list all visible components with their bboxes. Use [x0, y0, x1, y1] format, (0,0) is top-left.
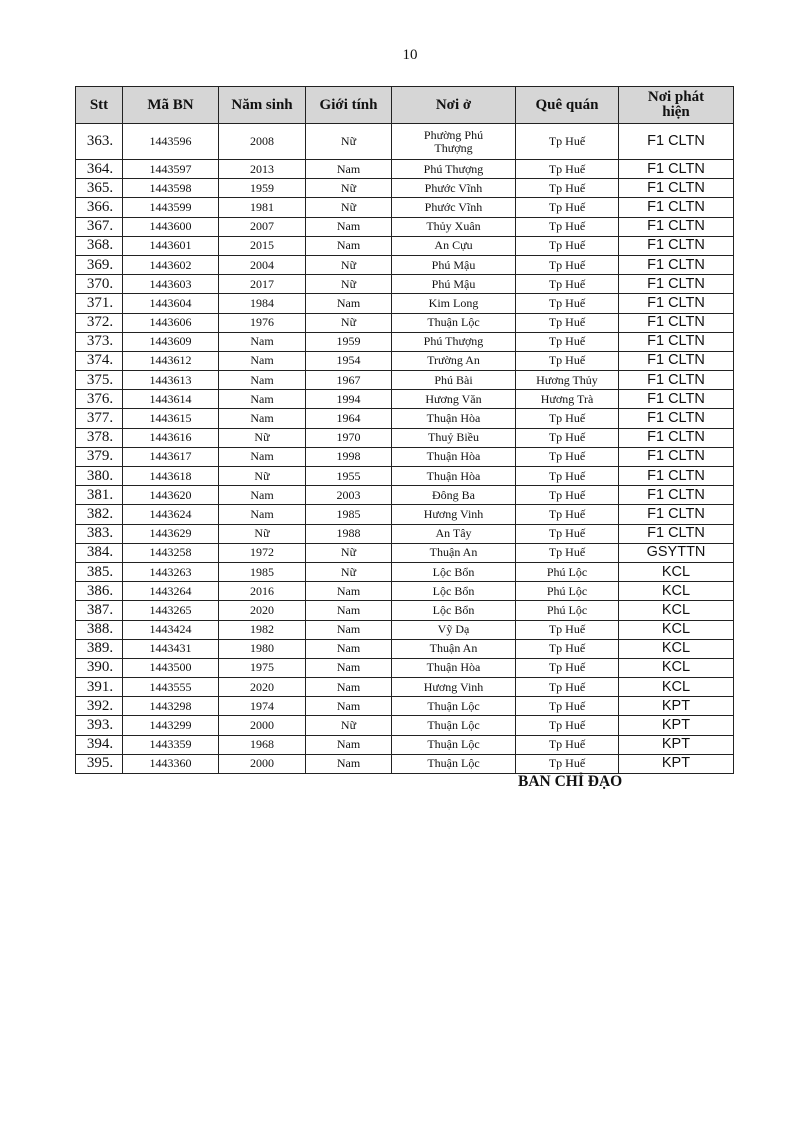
table-row — [76, 601, 734, 620]
table-row — [76, 582, 734, 601]
cell-stt: 376. — [76, 390, 123, 409]
cell-birth-year: Nam — [219, 486, 306, 505]
cell-stt: 386. — [76, 582, 123, 601]
cell-residence: Hương Văn — [392, 390, 516, 409]
cell-stt: 388. — [76, 620, 123, 639]
cell-patient-id: 1443265 — [123, 601, 219, 620]
table-row — [76, 409, 734, 428]
signature-title: BAN CHỈ ĐẠO — [518, 773, 623, 790]
cell-stt: 367. — [76, 217, 123, 236]
cell-gender: Nam — [306, 639, 392, 658]
cell-detection-place: F1 CLTN — [619, 467, 734, 486]
cell-residence: Thuận Lộc — [392, 735, 516, 754]
cell-detection-place: F1 CLTN — [619, 390, 734, 409]
cell-hometown: Tp Huế — [516, 678, 619, 697]
cell-gender: Nữ — [306, 255, 392, 274]
cell-birth-year: Nam — [219, 390, 306, 409]
cell-hometown: Tp Huế — [516, 160, 619, 179]
cell-residence: Phú Thượng — [392, 160, 516, 179]
cell-stt: 382. — [76, 505, 123, 524]
table-row — [76, 371, 734, 390]
cell-stt: 387. — [76, 601, 123, 620]
cell-residence: Phú Bài — [392, 371, 516, 390]
cell-patient-id: 1443612 — [123, 351, 219, 370]
cell-gender: Nam — [306, 217, 392, 236]
cell-hometown: Phú Lộc — [516, 601, 619, 620]
table-row — [76, 639, 734, 658]
cell-birth-year: 2008 — [219, 124, 306, 160]
cell-residence: Thuận An — [392, 639, 516, 658]
cell-gender: Nam — [306, 160, 392, 179]
cell-detection-place: F1 CLTN — [619, 409, 734, 428]
table-row — [76, 524, 734, 543]
cell-hometown: Hương Trà — [516, 390, 619, 409]
cell-stt: 365. — [76, 179, 123, 198]
cell-hometown: Tp Huế — [516, 428, 619, 447]
col-header-birth-year: Năm sinh — [219, 87, 306, 124]
cell-residence: Thuận Hòa — [392, 409, 516, 428]
cell-stt: 395. — [76, 754, 123, 773]
cell-birth-year: 1980 — [219, 639, 306, 658]
cell-gender: Nam — [306, 236, 392, 255]
cell-patient-id: 1443620 — [123, 486, 219, 505]
cell-patient-id: 1443599 — [123, 198, 219, 217]
cell-birth-year: 1976 — [219, 313, 306, 332]
cell-detection-place: F1 CLTN — [619, 217, 734, 236]
cell-birth-year: Nữ — [219, 467, 306, 486]
page-number: 10 — [402, 47, 418, 63]
cell-gender: 1985 — [306, 505, 392, 524]
cell-patient-id: 1443264 — [123, 582, 219, 601]
table-row — [76, 217, 734, 236]
cell-birth-year: Nam — [219, 371, 306, 390]
cell-hometown: Phú Lộc — [516, 562, 619, 581]
cell-patient-id: 1443616 — [123, 428, 219, 447]
cell-hometown: Tp Huế — [516, 543, 619, 562]
cell-detection-place: F1 CLTN — [619, 294, 734, 313]
col-header-gender: Giới tính — [306, 87, 392, 124]
cell-patient-id: 1443431 — [123, 639, 219, 658]
cell-gender: 1988 — [306, 524, 392, 543]
table-row — [76, 505, 734, 524]
table-row — [76, 390, 734, 409]
col-header-stt: Stt — [76, 87, 123, 124]
cell-detection-place: KCL — [619, 620, 734, 639]
cell-gender: 1955 — [306, 467, 392, 486]
cell-stt: 366. — [76, 198, 123, 217]
cell-stt: 385. — [76, 562, 123, 581]
col-header-detection-place: Nơi phát hiện — [619, 87, 734, 124]
cell-detection-place: F1 CLTN — [619, 486, 734, 505]
col-header-patient-id: Mã BN — [123, 87, 219, 124]
table-row — [76, 313, 734, 332]
cell-gender: Nữ — [306, 543, 392, 562]
cell-gender: Nam — [306, 697, 392, 716]
cell-birth-year: Nam — [219, 505, 306, 524]
cell-birth-year: Nữ — [219, 524, 306, 543]
table-row — [76, 658, 734, 677]
col-header-hometown: Quê quán — [516, 87, 619, 124]
cell-hometown: Tp Huế — [516, 236, 619, 255]
cell-gender: Nam — [306, 658, 392, 677]
cell-gender: Nam — [306, 678, 392, 697]
cell-stt: 364. — [76, 160, 123, 179]
cell-detection-place: F1 CLTN — [619, 371, 734, 390]
cell-gender: 1998 — [306, 447, 392, 466]
cell-hometown: Tp Huế — [516, 275, 619, 294]
cell-residence: Thuận Lộc — [392, 754, 516, 773]
table-row — [76, 716, 734, 735]
cell-hometown: Hương Thủy — [516, 371, 619, 390]
cell-stt: 380. — [76, 467, 123, 486]
cell-patient-id: 1443601 — [123, 236, 219, 255]
cell-hometown: Tp Huế — [516, 754, 619, 773]
cell-stt: 368. — [76, 236, 123, 255]
cell-birth-year: 1968 — [219, 735, 306, 754]
cell-stt: 363. — [76, 124, 123, 160]
cell-patient-id: 1443597 — [123, 160, 219, 179]
cell-patient-id: 1443500 — [123, 658, 219, 677]
cell-stt: 374. — [76, 351, 123, 370]
cell-patient-id: 1443602 — [123, 255, 219, 274]
cell-detection-place: KCL — [619, 678, 734, 697]
cell-residence: Thuận Lộc — [392, 313, 516, 332]
cell-stt: 369. — [76, 255, 123, 274]
cell-stt: 378. — [76, 428, 123, 447]
cell-detection-place: F1 CLTN — [619, 160, 734, 179]
cell-birth-year: Nam — [219, 409, 306, 428]
cell-gender: Nam — [306, 601, 392, 620]
cell-gender: Nam — [306, 294, 392, 313]
cell-detection-place: KCL — [619, 601, 734, 620]
cell-residence: Thuận An — [392, 543, 516, 562]
cell-detection-place: F1 CLTN — [619, 313, 734, 332]
cell-residence: Thủy Xuân — [392, 217, 516, 236]
cell-hometown: Tp Huế — [516, 697, 619, 716]
cell-gender: Nam — [306, 754, 392, 773]
cell-residence: Phú Mậu — [392, 255, 516, 274]
cell-residence: Lộc Bổn — [392, 601, 516, 620]
cell-patient-id: 1443613 — [123, 371, 219, 390]
table-row — [76, 428, 734, 447]
cell-gender: 1959 — [306, 332, 392, 351]
cell-residence: Phước Vĩnh — [392, 198, 516, 217]
cell-hometown: Tp Huế — [516, 524, 619, 543]
cell-hometown: Tp Huế — [516, 716, 619, 735]
cell-stt: 371. — [76, 294, 123, 313]
cell-residence: Lộc Bổn — [392, 562, 516, 581]
cell-hometown: Tp Huế — [516, 639, 619, 658]
cell-patient-id: 1443359 — [123, 735, 219, 754]
cell-birth-year: 1975 — [219, 658, 306, 677]
cell-residence: Hương Vinh — [392, 505, 516, 524]
cell-gender: Nữ — [306, 198, 392, 217]
cell-birth-year: 2017 — [219, 275, 306, 294]
cell-patient-id: 1443606 — [123, 313, 219, 332]
cell-detection-place: F1 CLTN — [619, 505, 734, 524]
cell-hometown: Tp Huế — [516, 409, 619, 428]
cell-hometown: Tp Huế — [516, 313, 619, 332]
cell-patient-id: 1443604 — [123, 294, 219, 313]
table-row — [76, 179, 734, 198]
cell-stt: 383. — [76, 524, 123, 543]
table-row — [76, 620, 734, 639]
table-row — [76, 735, 734, 754]
cell-stt: 381. — [76, 486, 123, 505]
cell-stt: 384. — [76, 543, 123, 562]
cell-birth-year: 1974 — [219, 697, 306, 716]
table-row — [76, 678, 734, 697]
cell-birth-year: 2007 — [219, 217, 306, 236]
cell-gender: 1954 — [306, 351, 392, 370]
table-row — [76, 486, 734, 505]
cell-hometown: Tp Huế — [516, 294, 619, 313]
cell-patient-id: 1443263 — [123, 562, 219, 581]
cell-residence: An Cựu — [392, 236, 516, 255]
cell-detection-place: F1 CLTN — [619, 524, 734, 543]
cell-birth-year: 1959 — [219, 179, 306, 198]
cell-birth-year: 1972 — [219, 543, 306, 562]
table-row — [76, 351, 734, 370]
cell-birth-year: 2020 — [219, 678, 306, 697]
cell-detection-place: F1 CLTN — [619, 236, 734, 255]
cell-detection-place: KCL — [619, 658, 734, 677]
table-row — [76, 160, 734, 179]
cell-patient-id: 1443298 — [123, 697, 219, 716]
cell-patient-id: 1443555 — [123, 678, 219, 697]
cell-stt: 372. — [76, 313, 123, 332]
table-row — [76, 236, 734, 255]
cell-hometown: Tp Huế — [516, 351, 619, 370]
cell-birth-year: Nam — [219, 332, 306, 351]
cell-hometown: Tp Huế — [516, 198, 619, 217]
cell-residence: Thuỷ Biều — [392, 428, 516, 447]
cell-residence: Trường An — [392, 351, 516, 370]
cell-residence: Kim Long — [392, 294, 516, 313]
cell-residence: Thuận Lộc — [392, 697, 516, 716]
cell-detection-place: F1 CLTN — [619, 255, 734, 274]
table-row — [76, 294, 734, 313]
cell-stt: 370. — [76, 275, 123, 294]
cell-stt: 393. — [76, 716, 123, 735]
cell-residence: Thuận Hòa — [392, 658, 516, 677]
cell-gender: 1964 — [306, 409, 392, 428]
table-row — [76, 543, 734, 562]
cell-patient-id: 1443624 — [123, 505, 219, 524]
cell-detection-place: KPT — [619, 735, 734, 754]
cell-gender: 2003 — [306, 486, 392, 505]
cell-patient-id: 1443618 — [123, 467, 219, 486]
cell-patient-id: 1443603 — [123, 275, 219, 294]
cell-residence: Phường Phú Thượng — [392, 124, 516, 160]
cell-stt: 379. — [76, 447, 123, 466]
cell-residence: An Tây — [392, 524, 516, 543]
col-header-residence: Nơi ở — [392, 87, 516, 124]
cell-birth-year: 2004 — [219, 255, 306, 274]
cell-hometown: Tp Huế — [516, 217, 619, 236]
cell-patient-id: 1443617 — [123, 447, 219, 466]
cell-detection-place: KCL — [619, 639, 734, 658]
table-row — [76, 697, 734, 716]
cell-birth-year: 2000 — [219, 754, 306, 773]
cell-gender: Nữ — [306, 716, 392, 735]
cell-detection-place: F1 CLTN — [619, 124, 734, 160]
table-row — [76, 467, 734, 486]
patient-table — [75, 86, 734, 774]
cell-detection-place: F1 CLTN — [619, 351, 734, 370]
cell-birth-year: 2020 — [219, 601, 306, 620]
cell-detection-place: F1 CLTN — [619, 428, 734, 447]
cell-birth-year: Nữ — [219, 428, 306, 447]
cell-stt: 375. — [76, 371, 123, 390]
cell-hometown: Tp Huế — [516, 255, 619, 274]
cell-patient-id: 1443609 — [123, 332, 219, 351]
cell-residence: Thuận Hòa — [392, 467, 516, 486]
cell-hometown: Tp Huế — [516, 179, 619, 198]
cell-stt: 373. — [76, 332, 123, 351]
cell-detection-place: KPT — [619, 754, 734, 773]
cell-birth-year: 2015 — [219, 236, 306, 255]
cell-hometown: Tp Huế — [516, 620, 619, 639]
cell-patient-id: 1443299 — [123, 716, 219, 735]
cell-birth-year: 2016 — [219, 582, 306, 601]
cell-birth-year: 2013 — [219, 160, 306, 179]
cell-birth-year: 1982 — [219, 620, 306, 639]
cell-gender: Nữ — [306, 179, 392, 198]
cell-stt: 392. — [76, 697, 123, 716]
cell-residence: Phước Vĩnh — [392, 179, 516, 198]
cell-gender: Nữ — [306, 562, 392, 581]
cell-hometown: Tp Huế — [516, 505, 619, 524]
cell-patient-id: 1443424 — [123, 620, 219, 639]
table-row — [76, 447, 734, 466]
cell-birth-year: 1985 — [219, 562, 306, 581]
cell-hometown: Tp Huế — [516, 467, 619, 486]
cell-stt: 390. — [76, 658, 123, 677]
cell-hometown: Tp Huế — [516, 658, 619, 677]
cell-detection-place: KCL — [619, 582, 734, 601]
cell-detection-place: KCL — [619, 562, 734, 581]
cell-detection-place: KPT — [619, 716, 734, 735]
table-row — [76, 124, 734, 160]
cell-gender: Nam — [306, 620, 392, 639]
table-row — [76, 255, 734, 274]
cell-detection-place: KPT — [619, 697, 734, 716]
cell-hometown: Tp Huế — [516, 332, 619, 351]
cell-detection-place: F1 CLTN — [619, 198, 734, 217]
cell-birth-year: Nam — [219, 351, 306, 370]
cell-hometown: Tp Huế — [516, 124, 619, 160]
table-header-row — [76, 87, 734, 124]
cell-gender: Nữ — [306, 275, 392, 294]
cell-detection-place: F1 CLTN — [619, 179, 734, 198]
cell-gender: Nữ — [306, 313, 392, 332]
cell-gender: 1970 — [306, 428, 392, 447]
table-row — [76, 754, 734, 773]
cell-detection-place: F1 CLTN — [619, 447, 734, 466]
cell-detection-place: F1 CLTN — [619, 275, 734, 294]
cell-residence: Phú Thượng — [392, 332, 516, 351]
cell-patient-id: 1443598 — [123, 179, 219, 198]
cell-residence: Hương Vinh — [392, 678, 516, 697]
cell-patient-id: 1443596 — [123, 124, 219, 160]
cell-gender: 1967 — [306, 371, 392, 390]
cell-birth-year: 2000 — [219, 716, 306, 735]
cell-patient-id: 1443600 — [123, 217, 219, 236]
cell-birth-year: 1981 — [219, 198, 306, 217]
cell-hometown: Tp Huế — [516, 486, 619, 505]
cell-stt: 391. — [76, 678, 123, 697]
cell-residence: Phú Mậu — [392, 275, 516, 294]
cell-residence: Thuận Hòa — [392, 447, 516, 466]
cell-residence: Lộc Bổn — [392, 582, 516, 601]
table-row — [76, 198, 734, 217]
cell-gender: Nam — [306, 582, 392, 601]
cell-residence: Đông Ba — [392, 486, 516, 505]
cell-residence: Vỹ Dạ — [392, 620, 516, 639]
cell-patient-id: 1443258 — [123, 543, 219, 562]
cell-patient-id: 1443615 — [123, 409, 219, 428]
cell-patient-id: 1443360 — [123, 754, 219, 773]
table-row — [76, 562, 734, 581]
cell-stt: 389. — [76, 639, 123, 658]
cell-residence: Thuận Lộc — [392, 716, 516, 735]
cell-stt: 377. — [76, 409, 123, 428]
table-row — [76, 332, 734, 351]
cell-birth-year: Nam — [219, 447, 306, 466]
cell-detection-place: GSYTTN — [619, 543, 734, 562]
cell-patient-id: 1443629 — [123, 524, 219, 543]
cell-gender: Nam — [306, 735, 392, 754]
cell-birth-year: 1984 — [219, 294, 306, 313]
cell-detection-place: F1 CLTN — [619, 332, 734, 351]
cell-hometown: Tp Huế — [516, 735, 619, 754]
cell-patient-id: 1443614 — [123, 390, 219, 409]
cell-gender: 1994 — [306, 390, 392, 409]
table-row — [76, 275, 734, 294]
cell-gender: Nữ — [306, 124, 392, 160]
cell-hometown: Phú Lộc — [516, 582, 619, 601]
cell-stt: 394. — [76, 735, 123, 754]
cell-hometown: Tp Huế — [516, 447, 619, 466]
